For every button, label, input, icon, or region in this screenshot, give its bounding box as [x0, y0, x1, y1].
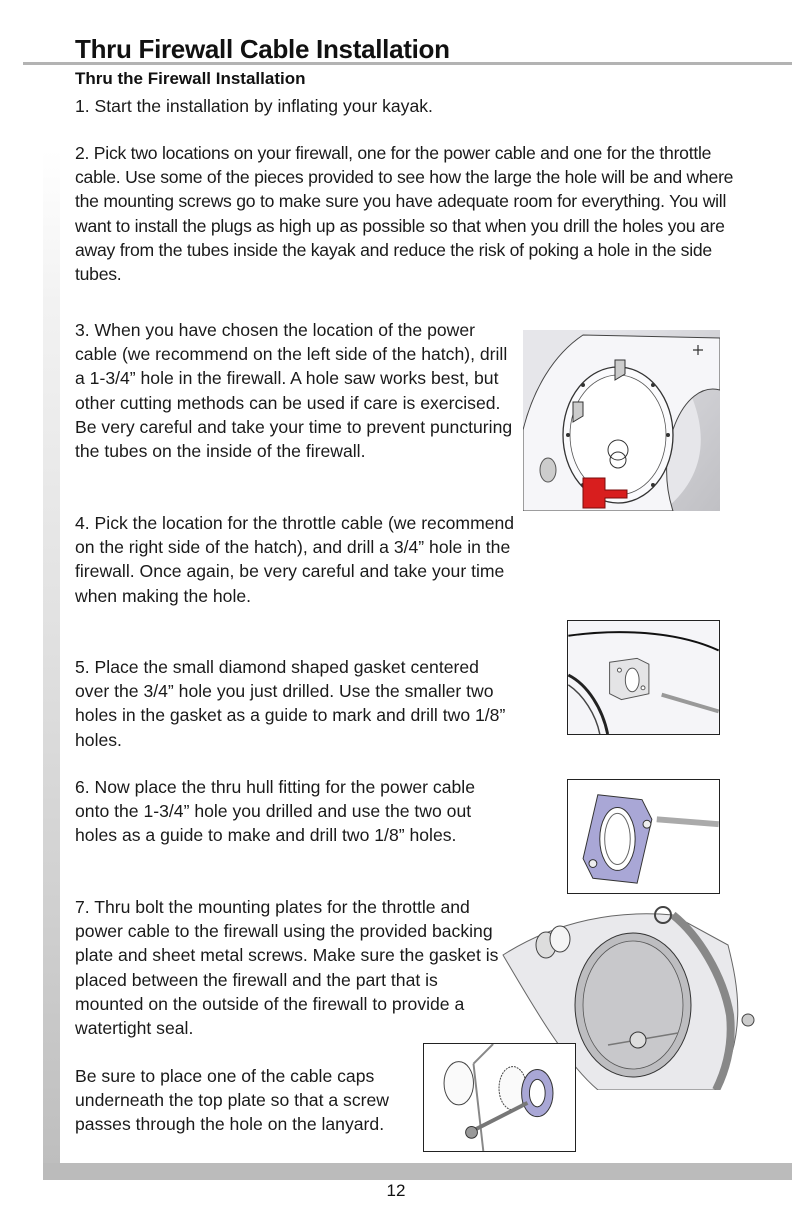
- step-2: 2. Pick two locations on your firewall, one for the power cable and one for the throttle cable. Use some of the pieces provided to see how the large the hole will be and where the mounting screws go to make sure you have adequate room for everything. You will want to install the plugs as high up as possible so that when you drill the holes you are away from the tubes inside the kayak and reduce the risk of poking a hole in the side tubes.: [75, 143, 734, 285]
- figure-hatch-power-plug: [523, 330, 720, 511]
- figure-thru-hull-fitting: [567, 779, 720, 894]
- step-3: 3. When you have chosen the location of the power cable (we recommend on the left side of the hatch), drill a 1-3/4” hole in the firewall. A hole saw works best, but other cutting methods can be used if care is exercised. Be very careful and take your time to prevent puncturing the tubes on the inside of the firewall.: [75, 320, 513, 462]
- page-frame-left-bar: [43, 150, 60, 1180]
- hatch-illustration-icon: [523, 330, 720, 511]
- page-title: Thru Firewall Cable Installation: [75, 34, 450, 64]
- step-7: 7. Thru bolt the mounting plates for the throttle and power cable to the firewall using the provided backing plate and sheet metal screws. Make sure the gasket is placed between the firewall and the part that is mounted on the outside of the firewall to provide a watertight seal.: [75, 897, 499, 1039]
- step-4: 4. Pick the location for the throttle cable (we recommend on the right side of the hatch), and drill a 3/4” hole in the firewall. Once again, be very careful and take your time when making the hole.: [75, 513, 515, 606]
- step-5: 5. Place the small diamond shaped gasket centered over the 3/4” hole you just drilled. Use the smaller two holes in the gasket as a guide to mark and drill two 1/8” holes.: [75, 657, 506, 750]
- fitting-drill-illustration-icon: [568, 780, 719, 893]
- figure-cable-cap-lanyard: [423, 1043, 576, 1152]
- section-subtitle: Thru the Firewall Installation: [75, 69, 306, 88]
- gasket-drill-illustration-icon: [568, 621, 719, 734]
- figure-diamond-gasket: [567, 620, 720, 735]
- page-frame-bottom-bar: [43, 1163, 792, 1180]
- step-7-note: Be sure to place one of the cable caps underneath the top plate so that a screw passes through the hole on the lanyard.: [75, 1066, 389, 1135]
- page-number: 12: [386, 1181, 406, 1200]
- step-1: 1. Start the installation by inflating your kayak.: [75, 96, 433, 116]
- lanyard-illustration-icon: [424, 1044, 575, 1151]
- step-6: 6. Now place the thru hull fitting for the power cable onto the 1-3/4” hole you drilled and use the two out holes as a guide to make and drill two 1/8” holes.: [75, 777, 475, 846]
